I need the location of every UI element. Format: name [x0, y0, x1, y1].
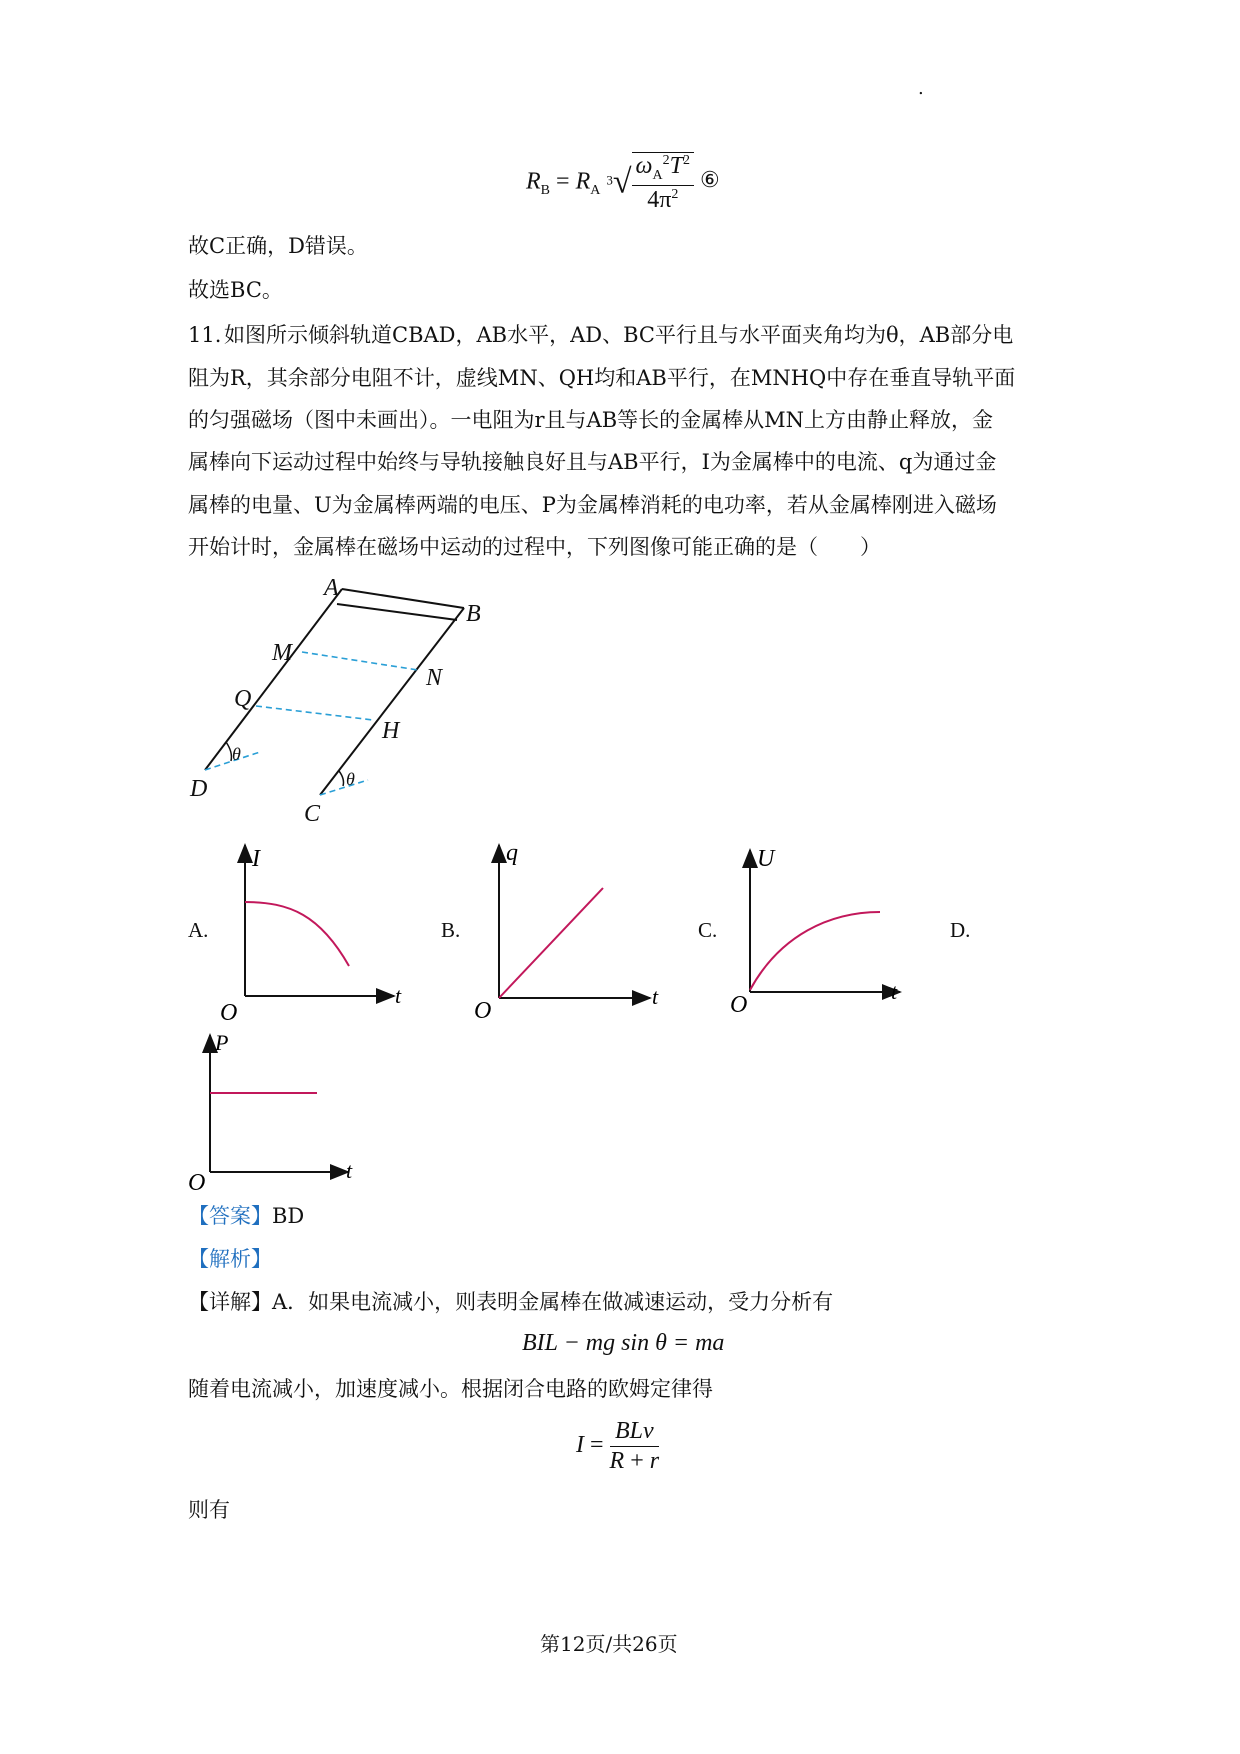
graph-a-x-label: t: [395, 983, 402, 1008]
label-C: C: [304, 801, 321, 827]
graph-a-curve: [245, 902, 349, 966]
graph-b: [474, 840, 659, 1024]
question-line-5: 属棒的电量、U为金属棒两端的电压、P为金属棒消耗的电功率，若从金属棒刚进入磁场: [188, 493, 997, 517]
answer-row: [188, 1202, 304, 1230]
graph-a-y-label: I: [252, 846, 260, 872]
label-theta-c: θ: [346, 769, 355, 789]
graph-d-origin: O: [188, 1170, 206, 1196]
option-a-label: A.: [188, 918, 209, 942]
question-line-4: 属棒向下运动过程中始终与导轨接触良好且与AB平行，I为金属棒中的电流、q为通过金: [188, 450, 997, 474]
label-H: H: [382, 718, 400, 744]
question-number: 11.: [188, 323, 222, 347]
label-Q: Q: [234, 686, 252, 712]
label-B: B: [466, 601, 481, 627]
label-M: M: [272, 640, 292, 666]
label-A: A: [324, 575, 339, 601]
graph-c-y-label: U: [757, 846, 775, 872]
page-footer: 第12页/共26页: [540, 1632, 678, 1656]
label-D: D: [190, 776, 208, 802]
detail-row: [188, 1288, 833, 1316]
graph-b-origin: O: [474, 998, 492, 1024]
graph-b-y-label: q: [506, 840, 518, 866]
graph-a: [220, 845, 402, 1026]
graph-b-x-label: t: [652, 984, 659, 1009]
header-dot: .: [918, 78, 924, 99]
graph-c-x-label: t: [891, 979, 898, 1004]
detail-line-2: 随着电流减小，加速度减小。根据闭合电路的欧姆定律得: [188, 1377, 713, 1401]
detail-tag: 【详解】: [188, 1290, 272, 1314]
graph-d-x-label: t: [346, 1158, 353, 1183]
graph-b-line: [499, 888, 603, 998]
graph-a-origin: O: [220, 1000, 238, 1026]
detail-line-3: 则有: [188, 1498, 230, 1522]
analysis-tag: 【解析】: [188, 1247, 272, 1271]
answer-value: BD: [272, 1204, 305, 1228]
formula-rb: $R_B = R_A$ 3√ $\frac{\omega_A^2T^2}{4\pi^2}$: [526, 152, 694, 214]
answer-tag: 【答案】: [188, 1204, 272, 1228]
graph-c-curve: [750, 912, 880, 990]
question-line-3: 的匀强磁场（图中未画出）。一电阻为r且与AB等长的金属棒从MN上方由静止释放，金: [188, 408, 994, 432]
graph-c-origin: O: [730, 992, 748, 1018]
graph-d: [188, 1030, 353, 1196]
question-line-6: 开始计时，金属棒在磁场中运动的过程中，下列图像可能正确的是（ ）: [188, 535, 881, 559]
label-N: N: [426, 665, 443, 691]
solution-line-1: 故C正确，D错误。: [188, 234, 368, 258]
question-line-1: 如图所示倾斜轨道CBAD，AB水平，AD、BC平行且与水平面夹角均为θ，AB部分电: [224, 323, 1014, 347]
graph-c: [730, 846, 900, 1018]
option-c-label: C.: [698, 918, 718, 942]
equation-force: BIL − mg sin θ = ma: [522, 1330, 725, 1356]
equation-ohm: I = $\frac{\text{BLv}}{R + r}$: [576, 1418, 660, 1474]
option-b-label: B.: [441, 918, 461, 942]
label-theta-d: θ: [232, 744, 241, 764]
formula-number-6: ⑥: [700, 168, 720, 193]
question-line-2: 阻为R，其余部分电阻不计，虚线MN、QH均和AB平行，在MNHQ中存在垂直导轨平面: [188, 366, 1016, 390]
detail-text: A．如果电流减小，则表明金属棒在做减速运动，受力分析有: [272, 1290, 834, 1314]
option-d-label: D.: [950, 918, 971, 942]
graph-d-y-label: P: [215, 1030, 229, 1055]
solution-line-2: 故选BC。: [188, 278, 283, 302]
